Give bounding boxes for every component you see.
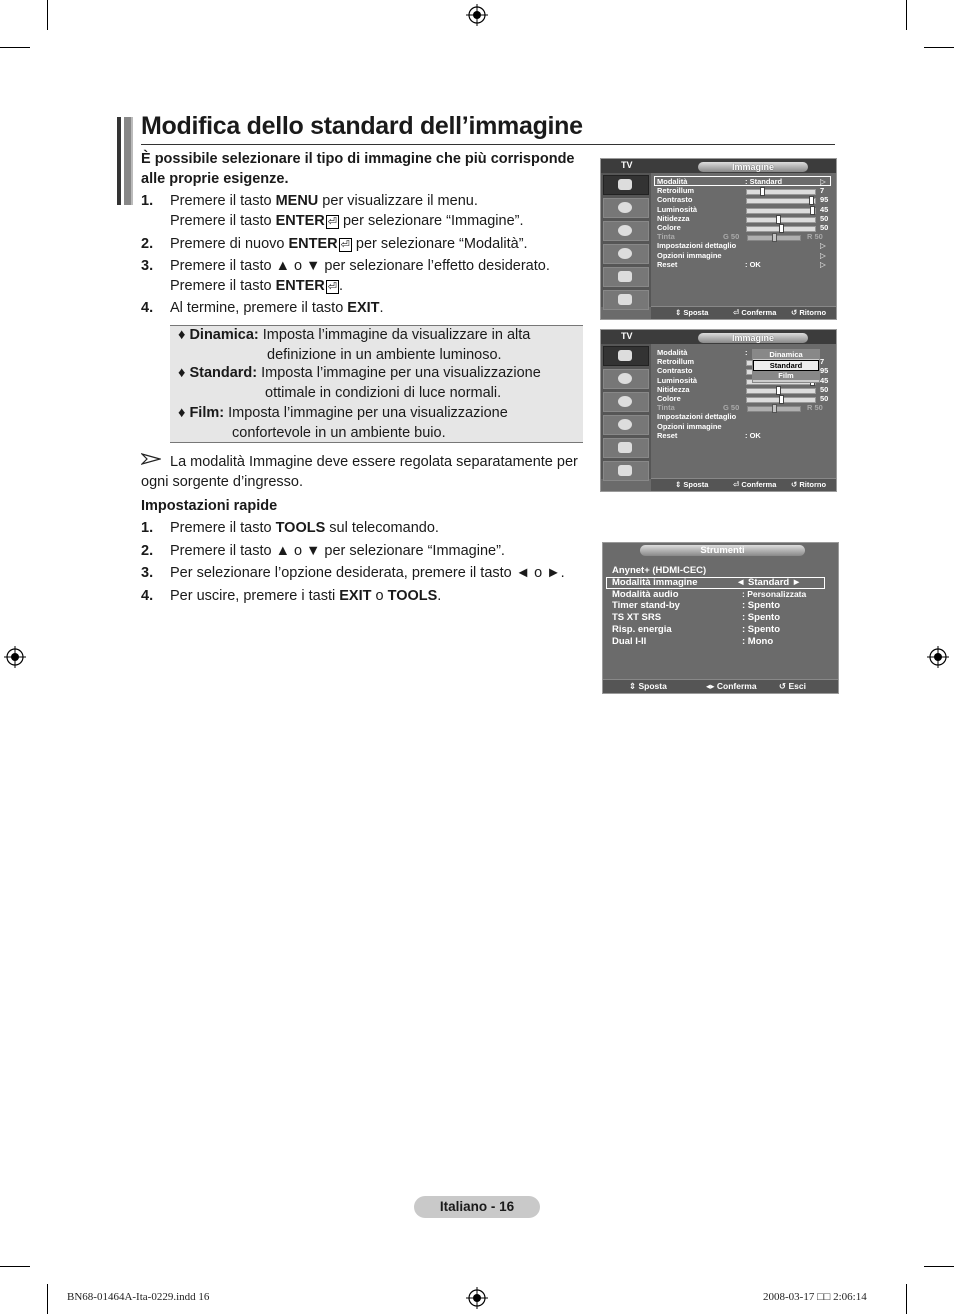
tv-slider-knob[interactable] (779, 395, 784, 404)
tv-row-label[interactable]: Luminosità (657, 204, 698, 214)
registration-mark-icon (4, 646, 26, 668)
tv-menu-sidebar (601, 173, 651, 307)
crop-mark (924, 1266, 954, 1267)
tv-slider-knob[interactable] (776, 215, 781, 224)
tv-slider[interactable] (746, 217, 816, 223)
tv-row-label[interactable]: Nitidezza (657, 213, 690, 223)
tools-row-label[interactable]: Timer stand-by (612, 600, 680, 612)
tv-label: TV (621, 160, 633, 170)
enter-hint: ◂▸ Conferma (706, 681, 757, 691)
tv-menu-modalita (600, 329, 837, 492)
page-title: Modifica dello standard dell’immagine (141, 112, 583, 140)
tv-slider-knob[interactable] (772, 233, 777, 242)
enter-icon: ⏎ (340, 239, 350, 251)
tv-row-end: ▷ (820, 177, 826, 186)
tv-slider[interactable] (747, 235, 801, 241)
tools-row-value: : Spento (742, 612, 780, 624)
move-hint: ⇕ Sposta (675, 308, 709, 317)
crop-mark (924, 47, 954, 48)
tv-row-label[interactable]: Nitidezza (657, 384, 690, 394)
title-accent (124, 117, 131, 205)
step-number: 2. (141, 543, 154, 559)
note-line-1: La modalità Immagine deve essere regolata separatamente per (170, 454, 578, 470)
tv-row-value: : OK (745, 259, 761, 269)
tv-label: TV (621, 331, 633, 341)
tv-row-end: 7 (820, 186, 825, 196)
tv-row-label[interactable]: Tinta (657, 232, 675, 242)
tv-slider[interactable] (746, 397, 816, 403)
input-menu-icon[interactable] (603, 267, 649, 287)
tv-row-label[interactable]: Modalità (657, 348, 688, 357)
registration-mark-icon (466, 1287, 488, 1309)
tv-row-label[interactable]: Reset (657, 259, 678, 269)
quick-step-2: Premere il tasto ▲ o ▼ per selezionare “Immagine”. (170, 543, 505, 559)
enter-icon: ⏎ (327, 216, 337, 228)
step-3-line-1: Premere il tasto ▲ o ▼ per selezionare l’effetto desiderato. (170, 258, 550, 274)
tv-slider-knob[interactable] (810, 206, 815, 215)
mode-dinamica: ♦ Dinamica: Imposta l’immagine da visualizzare in alta (178, 327, 531, 343)
mode-film-line-2: confortevole in un ambiente buio. (232, 425, 446, 441)
return-hint: ↺ Ritorno (791, 308, 827, 317)
mode-film: ♦ Film: Imposta l’immagine per una visualizzazione (178, 405, 508, 421)
tools-row-label[interactable]: Anynet+ (HDMI-CEC) (612, 565, 707, 576)
tv-row-label[interactable]: Retroillum (657, 357, 695, 367)
quick-step-3: Per selezionare l’opzione desiderata, premere il tasto ◄ o ►. (170, 565, 565, 581)
tools-row-label[interactable]: Dual I-II (612, 635, 647, 647)
tv-row-end: 50 (820, 223, 829, 232)
tv-row-label[interactable]: Tinta (657, 403, 675, 413)
channel-menu-icon[interactable] (603, 392, 649, 412)
step-1-line-2: Premere il tasto ENTER ⏎ per selezionare “Immagine”. (170, 213, 524, 229)
tv-row-end: R 50 (807, 403, 823, 413)
mode-dropdown[interactable] (752, 349, 820, 383)
tv-row-label[interactable]: Impostazioni dettaglio (657, 412, 737, 422)
enter-icon: ⏎ (327, 281, 337, 293)
tv-slider-knob[interactable] (776, 386, 781, 395)
tools-row-value: ◄ Standard ► (736, 576, 802, 588)
crop-mark (906, 0, 907, 30)
tools-row-label[interactable]: Modalità audio (612, 588, 679, 600)
tv-slider-knob[interactable] (772, 404, 777, 413)
tv-row-label[interactable]: Impostazioni dettaglio (657, 241, 737, 251)
channel-menu-icon[interactable] (603, 221, 649, 241)
tv-row-end: R 50 (807, 232, 823, 242)
intro-text: È possibile selezionare il tipo di immagine che più corrisponde alle proprie esigenze. (141, 151, 575, 187)
crop-mark (0, 47, 30, 48)
tools-menu (602, 542, 839, 694)
step-4: Al termine, premere il tasto EXIT. (170, 300, 384, 316)
picture-menu-icon[interactable] (603, 346, 649, 366)
step-number: 4. (141, 588, 154, 604)
tv-row-end: ▷ (820, 241, 826, 251)
step-number: 1. (141, 520, 154, 536)
tv-row-end: 7 (820, 357, 825, 367)
move-hint: ⇕ Sposta (629, 681, 667, 691)
application-menu-icon[interactable] (603, 461, 649, 481)
step-number: 3. (141, 258, 154, 274)
enter-hint: ⏎ Conferma (733, 480, 777, 489)
crop-mark (47, 1284, 48, 1314)
quick-step-4: Per uscire, premere i tasti EXIT o TOOLS. (170, 588, 442, 604)
tools-row-label[interactable]: TS XT SRS (612, 612, 662, 624)
tv-menu-title: Immagine (698, 333, 808, 343)
step-number: 2. (141, 236, 154, 252)
tv-row-end: 45 (820, 204, 829, 214)
tv-menu-footer (651, 478, 836, 491)
step-1-line-1: Premere il tasto MENU per visualizzare il menu. (170, 193, 478, 209)
enter-hint: ⏎ Conferma (733, 308, 777, 317)
tv-row-label[interactable]: Colore (657, 394, 681, 403)
sound-menu-icon[interactable] (603, 198, 649, 218)
dropdown-option-dinamica[interactable]: Dinamica (753, 350, 819, 359)
tools-row-highlight (606, 577, 825, 589)
sound-menu-icon[interactable] (603, 369, 649, 389)
crop-mark (47, 0, 48, 30)
tv-row-label[interactable]: Retroillum (657, 186, 695, 196)
tv-row-end: ▷ (820, 250, 826, 260)
tv-menu-header (601, 330, 836, 344)
registration-mark-icon (927, 646, 949, 668)
tv-row-end: ▷ (820, 259, 826, 269)
registration-mark-icon (466, 4, 488, 26)
crop-mark (0, 1266, 30, 1267)
tv-row-end: 95 (820, 366, 829, 376)
tv-row-end: 50 (820, 394, 829, 403)
step-3-line-2: Premere il tasto ENTER ⏎ . (170, 278, 343, 294)
title-rule (141, 144, 835, 145)
tv-row-label[interactable]: Luminosità (657, 375, 698, 385)
tv-row-value: G 50 (723, 403, 740, 413)
tv-row-label[interactable]: Reset (657, 430, 678, 440)
tv-row-label[interactable]: Colore (657, 223, 681, 232)
tools-row-value: : Personalizzata (742, 588, 807, 599)
tv-row-label[interactable]: Opzioni immagine (657, 421, 722, 431)
input-menu-icon[interactable] (603, 438, 649, 458)
tv-menu-immagine (600, 158, 837, 320)
setup-menu-icon[interactable] (603, 415, 649, 435)
tools-title: Strumenti (640, 545, 805, 556)
quick-heading: Impostazioni rapide (141, 498, 278, 514)
tv-row-label[interactable]: Opzioni immagine (657, 250, 722, 260)
tv-row-label[interactable]: Contrasto (657, 366, 693, 376)
exit-hint: ↺ Esci (779, 681, 806, 691)
quick-step-1: Premere il tasto TOOLS sul telecomando. (170, 520, 439, 536)
tv-slider[interactable] (746, 189, 816, 195)
application-menu-icon[interactable] (603, 290, 649, 310)
tv-slider-knob[interactable] (809, 196, 814, 205)
tools-row-value: : Spento (742, 624, 780, 635)
tools-row-label[interactable]: Risp. energia (612, 624, 672, 635)
tv-slider-knob[interactable] (760, 187, 765, 196)
step-number: 1. (141, 193, 154, 209)
mode-standard-line-2: ottimale in condizioni di luce normali. (265, 385, 502, 401)
crop-mark (906, 1284, 907, 1314)
tv-row-value: : OK (745, 430, 761, 440)
step-number: 3. (141, 565, 154, 581)
tv-row-label[interactable]: Modalità (657, 177, 688, 186)
tv-menu-header (601, 159, 836, 173)
title-accent (131, 117, 133, 205)
tools-row-label[interactable]: Modalità immagine (612, 576, 698, 588)
step-number: 4. (141, 300, 154, 316)
tv-row-label[interactable]: Contrasto (657, 195, 693, 205)
tv-row-value: G 50 (723, 232, 740, 242)
tv-row-end: 50 (820, 213, 829, 223)
step-2: Premere di nuovo ENTER ⏎ per selezionare “Modalità”. (170, 236, 528, 252)
tv-slider[interactable] (746, 388, 816, 394)
note-arrow-icon (141, 452, 161, 466)
tv-slider[interactable] (746, 226, 816, 232)
picture-menu-icon[interactable] (603, 175, 649, 195)
tools-footer (603, 679, 838, 693)
dropdown-option-standard[interactable]: Standard (753, 360, 819, 371)
tv-row-end: 95 (820, 195, 829, 205)
slug-right: 2008-03-17 □□ 2:06:14 (763, 1291, 867, 1303)
tv-row-end: 50 (820, 384, 829, 394)
tv-row-end: 45 (820, 375, 829, 385)
dropdown-option-film[interactable]: Film (753, 371, 819, 380)
return-hint: ↺ Ritorno (791, 480, 827, 489)
setup-menu-icon[interactable] (603, 244, 649, 264)
tools-row-value: : Mono (742, 635, 774, 647)
tv-row-value: : Standard (745, 177, 783, 186)
mode-dinamica-line-2: definizione in un ambiente luminoso. (267, 347, 502, 363)
mode-standard: ♦ Standard: Imposta l’immagine per una visualizzazione (178, 365, 541, 381)
tv-row-highlight (654, 176, 831, 186)
tv-row-value: : (745, 348, 748, 357)
tv-slider-knob[interactable] (779, 224, 784, 233)
title-accent (117, 117, 121, 205)
tv-menu-footer (651, 306, 836, 319)
tv-menu-sidebar (601, 344, 651, 479)
tools-row-value: : Spento (742, 600, 780, 612)
move-hint: ⇕ Sposta (675, 480, 709, 489)
page-number: Italiano - 16 (414, 1196, 540, 1218)
tv-slider[interactable] (747, 406, 801, 412)
slug-left: BN68-01464A-Ita-0229.indd 16 (67, 1291, 210, 1303)
tv-menu-title: Immagine (698, 162, 808, 172)
tv-slider[interactable] (746, 208, 816, 214)
note-line-2: ogni sorgente d’ingresso. (141, 474, 304, 490)
tv-slider[interactable] (746, 198, 816, 204)
